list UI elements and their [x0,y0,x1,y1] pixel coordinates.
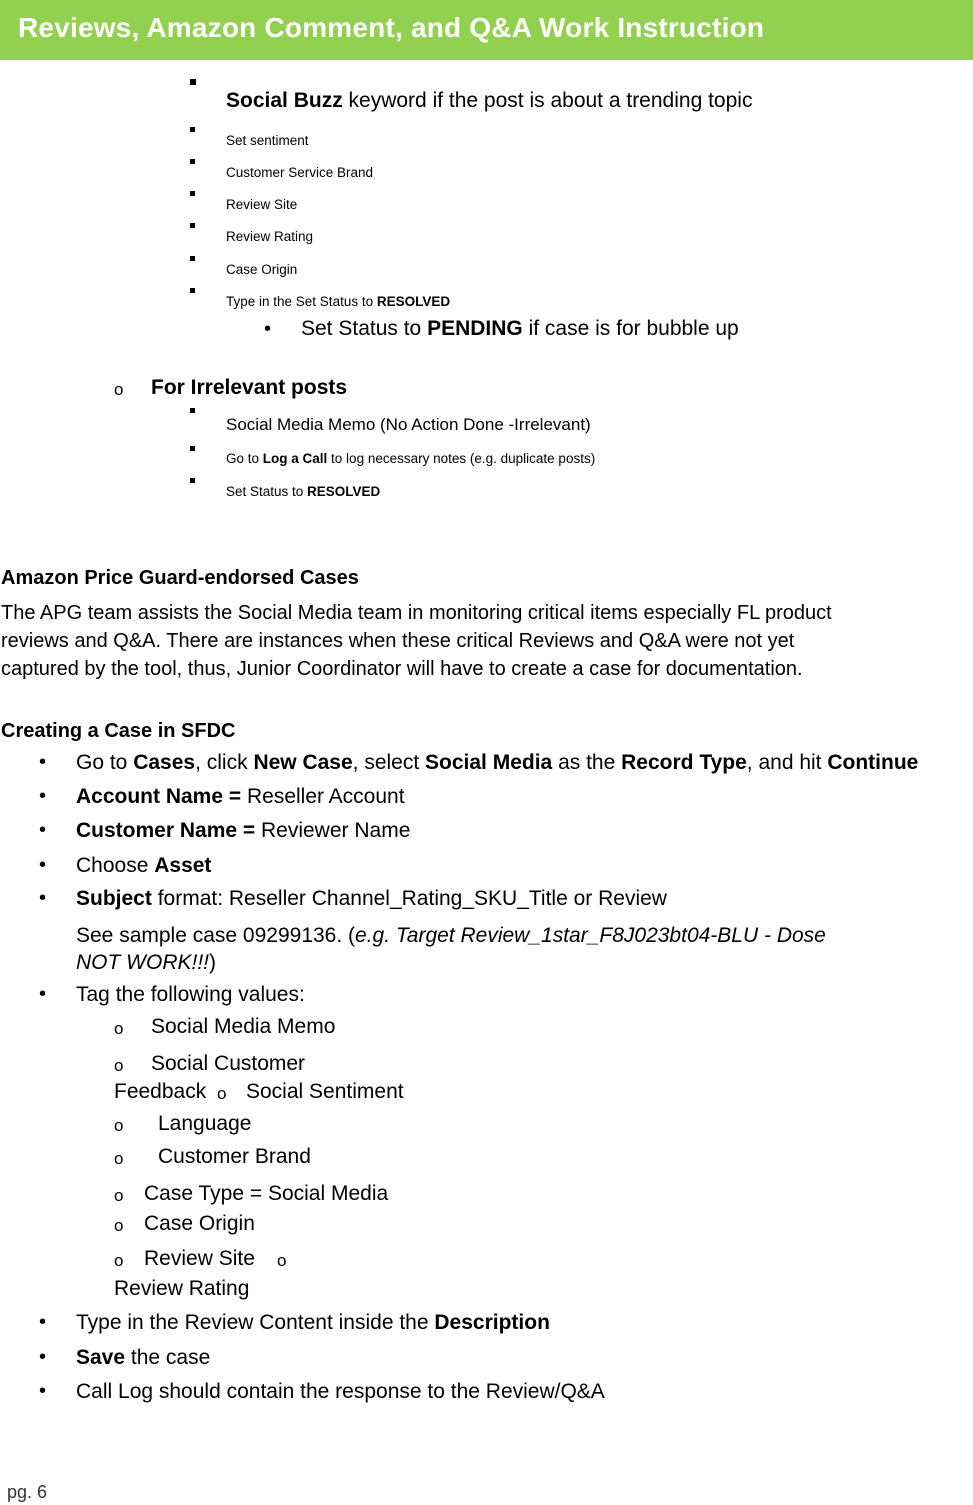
circle-bullet-icon: o [114,1216,124,1235]
bullet-icon: • [39,854,47,876]
tag-intro: Tag the following values: [76,983,305,1006]
circle-bullet-icon: o [277,1251,287,1270]
step-description: Type in the Review Content inside the Description [76,1311,550,1334]
irrelevant-memo: Social Media Memo (No Action Done -Irrelevant) [226,415,591,434]
tag-feedback: Feedback [114,1080,207,1103]
list-item-review-site: Review Site [226,197,298,212]
square-bullet-icon [190,127,195,132]
sfdc-heading: Creating a Case in SFDC [1,720,236,742]
list-item-set-status: Type in the Set Status to RESOLVED [226,294,451,309]
bullet-icon: • [39,983,47,1005]
page-number: pg. 6 [7,1482,48,1502]
circle-bullet-icon: o [114,1251,124,1270]
apg-paragraph-line: reviews and Q&A. There are instances when these critical Reviews and Q&A were not yet [1,630,795,652]
document-title: Reviews, Amazon Comment, and Q&A Work Instruction [18,12,765,43]
sample-case-line: See sample case 09299136. (e.g. Target Review_1star_F8J023bt04-BLU - Dose [76,924,826,947]
apg-heading: Amazon Price Guard-endorsed Cases [1,567,359,589]
bullet-icon: • [39,819,47,841]
square-bullet-icon [190,288,195,293]
tag-case-origin: Case Origin [144,1212,255,1235]
tag-case-type: Case Type = Social Media [144,1182,389,1205]
tag-review-rating: Review Rating [114,1277,250,1300]
list-item-brand: Customer Service Brand [226,165,374,180]
tag-social-sentiment: Social Sentiment [246,1080,404,1103]
tag-social-customer: Social Customer [151,1052,306,1075]
bullet-icon: • [39,1380,47,1402]
square-bullet-icon [190,159,195,164]
apg-paragraph-line: captured by the tool, thus, Junior Coordinator will have to create a case for documentation. [1,658,803,680]
circle-bullet-icon: o [217,1084,227,1103]
step-subject-format: Subject format: Reseller Channel_Rating_SKU_Title or Review [76,887,667,910]
tag-social-media-memo: Social Media Memo [151,1015,336,1038]
step-go-to-cases: Go to Cases, click New Case, select Social Media as the Record Type, and hit Continue [76,751,919,774]
bullet-icon: • [39,751,47,773]
circle-bullet-icon: o [114,1186,124,1205]
square-bullet-icon [190,446,195,451]
step-account-name: Account Name = Reseller Account [76,785,405,808]
irrelevant-log-call: Go to Log a Call to log necessary notes (e.g. duplicate posts) [226,451,596,466]
circle-bullet-icon: o [114,1116,124,1135]
step-customer-name: Customer Name = Reviewer Name [76,819,411,842]
tag-language: Language [158,1112,252,1135]
bullet-icon: • [39,887,47,909]
irrelevant-heading: For Irrelevant posts [151,376,348,399]
square-bullet-icon [190,191,195,196]
square-bullet-icon [190,79,196,85]
bullet-icon: • [39,1346,47,1368]
bullet-icon: • [39,1311,47,1333]
header-banner [0,0,973,60]
square-bullet-icon [190,408,195,413]
square-bullet-icon [190,478,195,483]
irrelevant-status: Set Status to RESOLVED [226,484,381,499]
square-bullet-icon [190,256,195,261]
social-buzz-item: Social Buzz keyword if the post is about a trending topic [226,89,753,112]
list-item-sentiment: Set sentiment [226,133,309,148]
circle-bullet-icon: o [114,1149,124,1168]
pending-item: Set Status to PENDING if case is for bubble up [301,317,739,340]
sample-case-line: NOT WORK!!!) [76,951,216,974]
step-save: Save the case [76,1346,211,1369]
step-choose-asset: Choose Asset [76,854,212,877]
circle-bullet-icon: o [114,1056,124,1075]
list-item-review-rating: Review Rating [226,229,314,244]
circle-bullet-icon: o [114,1019,124,1038]
circle-bullet-icon: o [114,380,124,399]
square-bullet-icon [190,223,195,228]
bullet-icon: • [264,318,272,340]
tag-review-site: Review Site [144,1247,255,1270]
bullet-icon: • [39,785,47,807]
step-call-log: Call Log should contain the response to the Review/Q&A [76,1380,605,1403]
apg-paragraph-line: The APG team assists the Social Media team in monitoring critical items especially FL product [1,602,832,624]
list-item-case-origin: Case Origin [226,262,298,277]
tag-customer-brand: Customer Brand [158,1145,311,1168]
